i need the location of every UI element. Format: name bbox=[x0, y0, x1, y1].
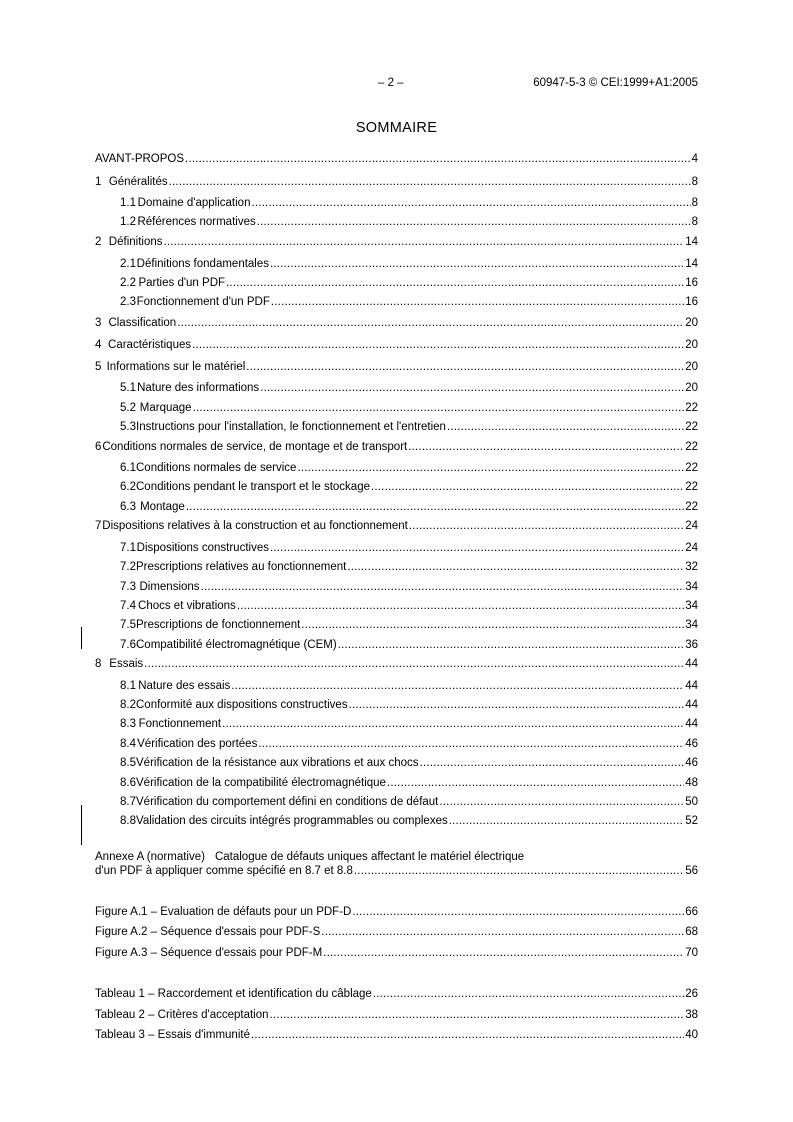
toc-entry-number: 7 bbox=[95, 520, 102, 532]
toc-entry-page: 22 bbox=[685, 421, 698, 433]
toc-entry[interactable] bbox=[120, 401, 698, 415]
toc-entry-number: 1.2 bbox=[120, 216, 136, 228]
toc-entry-label: Vérification de la résistance aux vibrations et aux chocs bbox=[136, 757, 419, 769]
toc-entry-number: 1 bbox=[95, 176, 102, 188]
toc-entry-page: 24 bbox=[685, 520, 698, 532]
toc-entry-number: 6.2 bbox=[120, 481, 136, 493]
toc-entry-page: 8 bbox=[691, 216, 698, 228]
toc-entry-label: Fonctionnement bbox=[138, 718, 222, 730]
toc-entry-number: 7.2 bbox=[120, 561, 136, 573]
figure-label: Figure A.2 – Séquence d'essais pour PDF-S bbox=[95, 926, 321, 938]
toc-entry-page: 16 bbox=[685, 277, 698, 289]
toc-entry-number: 8.4 bbox=[120, 738, 136, 750]
toc-entry-page: 20 bbox=[685, 382, 698, 394]
toc-entry-page: 4 bbox=[691, 153, 698, 165]
toc-entry-label: Prescriptions relatives au fonctionnement bbox=[136, 561, 347, 573]
toc-entry-page: 22 bbox=[685, 481, 698, 493]
table-page: 26 bbox=[685, 988, 698, 1000]
toc-entry-number: 2.3 bbox=[120, 296, 136, 308]
toc-entry[interactable] bbox=[120, 257, 698, 271]
toc-entry-label: AVANT-PROPOS bbox=[95, 153, 185, 165]
toc-entry[interactable] bbox=[95, 152, 698, 166]
toc-entry[interactable] bbox=[120, 717, 698, 731]
toc-entry-page: 22 bbox=[685, 402, 698, 414]
toc-entry-number: 8.3 bbox=[120, 718, 136, 730]
toc-entry[interactable] bbox=[120, 737, 698, 751]
figure-entry[interactable] bbox=[95, 925, 698, 939]
toc-entry-label: Généralités bbox=[108, 176, 168, 188]
toc-entry-number: 7.6 bbox=[120, 639, 136, 651]
toc-entry-label: Montage bbox=[140, 501, 185, 513]
toc-entry-number: 7.1 bbox=[120, 542, 136, 554]
toc-entry-label: Vérification de la compatibilité électromagnétique bbox=[136, 777, 386, 789]
toc-entry[interactable] bbox=[120, 461, 698, 475]
toc-entry-number: 7.3 bbox=[120, 581, 136, 593]
annex-entry[interactable] bbox=[95, 864, 698, 878]
toc-entry-page: 20 bbox=[685, 339, 698, 351]
toc-entry[interactable] bbox=[120, 480, 698, 494]
toc-entry-page: 20 bbox=[685, 317, 698, 329]
table-entry[interactable] bbox=[95, 1028, 698, 1042]
toc-entry-label: Fonctionnement d'un PDF bbox=[136, 296, 270, 308]
figure-label: Figure A.1 – Evaluation de défauts pour un PDF-D bbox=[95, 906, 352, 918]
toc-entry-page: 32 bbox=[685, 561, 698, 573]
toc-entry-number: 2.1 bbox=[120, 258, 136, 270]
figure-page: 70 bbox=[685, 947, 698, 959]
toc-entry-label: Définitions fondamentales bbox=[136, 258, 270, 270]
toc-entry-number: 6 bbox=[95, 441, 102, 453]
toc-entry-label: Caractéristiques bbox=[108, 339, 192, 351]
toc-entry-number: 6.1 bbox=[120, 462, 136, 474]
toc-entry-number: 8.8 bbox=[120, 815, 136, 827]
toc-entry[interactable] bbox=[120, 541, 698, 555]
table-entry[interactable] bbox=[95, 1008, 698, 1022]
toc-entry-number: 5.3 bbox=[120, 421, 136, 433]
toc-entry-number: 3 bbox=[95, 317, 102, 329]
toc-entry[interactable] bbox=[120, 698, 698, 712]
toc-entry-number: 1.1 bbox=[120, 197, 136, 209]
toc-entry-number: 2 bbox=[95, 236, 102, 248]
toc-entry[interactable] bbox=[120, 814, 698, 828]
table-page: 38 bbox=[685, 1009, 698, 1021]
toc-entry-label: Dispositions constructives bbox=[136, 542, 269, 554]
toc-entry-number: 5.2 bbox=[120, 402, 136, 414]
toc-entry-label: Dimensions bbox=[139, 581, 200, 593]
toc-entry-page: 44 bbox=[685, 699, 698, 711]
toc-entry-page: 14 bbox=[685, 258, 698, 270]
annex-page: 56 bbox=[685, 865, 698, 877]
toc-entry[interactable] bbox=[120, 756, 698, 770]
toc-entry[interactable] bbox=[120, 381, 698, 395]
toc-entry-page: 24 bbox=[685, 542, 698, 554]
toc-entry[interactable] bbox=[120, 679, 698, 693]
toc-entry-page: 22 bbox=[685, 441, 698, 453]
table-label: Tableau 3 – Essais d'immunité bbox=[95, 1029, 250, 1041]
figure-page: 66 bbox=[685, 906, 698, 918]
toc-entry-label: Vérification des portées bbox=[137, 738, 258, 750]
table-entry[interactable] bbox=[95, 987, 698, 1001]
toc-entry[interactable] bbox=[95, 440, 698, 454]
toc-entry-page: 46 bbox=[685, 738, 698, 750]
toc-entry-label: Informations sur le matériel bbox=[106, 361, 246, 373]
toc-entry-label: Conditions normales de service bbox=[136, 462, 297, 474]
toc-entry-label: Définitions bbox=[108, 236, 163, 248]
toc-entry[interactable] bbox=[120, 795, 698, 809]
toc-entry-number: 5.1 bbox=[120, 382, 136, 394]
toc-entry-page: 34 bbox=[685, 619, 698, 631]
toc-entry-number: 8.2 bbox=[120, 699, 136, 711]
toc-entry-label: Conformité aux dispositions constructives bbox=[136, 699, 348, 711]
toc-entry-page: 22 bbox=[685, 501, 698, 513]
toc-entry[interactable] bbox=[120, 776, 698, 790]
toc-entry-number: 8.5 bbox=[120, 757, 136, 769]
toc-entry-page: 14 bbox=[685, 236, 698, 248]
toc-entry-page: 48 bbox=[685, 777, 698, 789]
toc-entry-page: 44 bbox=[685, 680, 698, 692]
toc-entry-number: 8.6 bbox=[120, 777, 136, 789]
toc-entry-label: Conditions normales de service, de montage et de transport bbox=[102, 441, 408, 453]
toc-entry-page: 36 bbox=[685, 639, 698, 651]
table-page: 40 bbox=[685, 1029, 698, 1041]
toc-entry[interactable] bbox=[120, 618, 698, 632]
toc-entry-page: 8 bbox=[691, 176, 698, 188]
toc-entry[interactable] bbox=[95, 657, 698, 671]
toc-entry-number: 8.1 bbox=[120, 680, 136, 692]
toc-entry-label: Classification bbox=[108, 317, 177, 329]
toc-entry-page: 52 bbox=[685, 815, 698, 827]
toc-entry-label: Essais bbox=[109, 658, 144, 670]
toc-entry-label: Conditions pendant le transport et le stockage bbox=[136, 481, 370, 493]
toc-entry-label: Validation des circuits intégrés programmables ou complexes bbox=[136, 815, 448, 827]
toc-entry-label: Nature des informations bbox=[137, 382, 260, 394]
page-number: – 2 – bbox=[378, 77, 404, 89]
toc-entry-label: Dispositions relatives à la construction et au fonctionnement bbox=[102, 520, 408, 532]
toc-entry-page: 34 bbox=[685, 581, 698, 593]
figure-entry[interactable] bbox=[95, 905, 698, 919]
toc-entry-number: 7.4 bbox=[120, 600, 136, 612]
toc-entry-number: 7.5 bbox=[120, 619, 136, 631]
annex-title-line1: Catalogue de défauts uniques affectant le matériel électrique bbox=[214, 851, 525, 863]
toc-entry-page: 44 bbox=[685, 718, 698, 730]
toc-entry-page: 22 bbox=[685, 462, 698, 474]
document-reference: 60947-5-3 © CEI:1999+A1:2005 bbox=[533, 77, 698, 89]
toc-entry-label: Vérification du comportement défini en conditions de défaut bbox=[136, 796, 439, 808]
toc-entry[interactable] bbox=[120, 295, 698, 309]
toc-entry-number: 8 bbox=[95, 658, 102, 670]
toc-entry-number: 2.2 bbox=[120, 277, 136, 289]
toc-entry[interactable] bbox=[95, 338, 698, 352]
table-label: Tableau 1 – Raccordement et identification du câblage bbox=[95, 988, 372, 1000]
toc-entry[interactable] bbox=[95, 316, 698, 330]
toc-entry-label: Domaine d'application bbox=[137, 197, 251, 209]
toc-entry-label: Références normatives bbox=[137, 216, 256, 228]
toc-entry[interactable] bbox=[95, 519, 698, 533]
annex-title-line2: d'un PDF à appliquer comme spécifié en 8.7 et 8.8 bbox=[95, 865, 353, 877]
annex-entry-heading[interactable] bbox=[95, 850, 524, 864]
toc-entry-page: 46 bbox=[685, 757, 698, 769]
annex-prefix: Annexe A (normative) bbox=[95, 851, 205, 863]
toc-entry-label: Instructions pour l'installation, le fonctionnement et l'entretien bbox=[136, 421, 446, 433]
toc-entry[interactable] bbox=[120, 196, 698, 210]
toc-entry-label: Compatibilité électromagnétique (CEM) bbox=[136, 639, 337, 651]
toc-entry-page: 8 bbox=[691, 197, 698, 209]
toc-entry[interactable] bbox=[120, 215, 698, 229]
toc-entry[interactable] bbox=[120, 580, 698, 594]
toc-entry-number: 4 bbox=[95, 339, 102, 351]
toc-entry-label: Chocs et vibrations bbox=[138, 600, 236, 612]
toc-entry[interactable] bbox=[95, 360, 698, 374]
figure-entry[interactable] bbox=[95, 946, 698, 960]
figure-page: 68 bbox=[685, 926, 698, 938]
toc-entry[interactable] bbox=[95, 175, 698, 189]
toc-entry-page: 20 bbox=[685, 361, 698, 373]
toc-entry-page: 50 bbox=[685, 796, 698, 808]
toc-entry[interactable] bbox=[120, 560, 698, 574]
toc-entry-page: 44 bbox=[685, 658, 698, 670]
table-label: Tableau 2 – Critères d'acceptation bbox=[95, 1009, 269, 1021]
toc-entry-label: Parties d'un PDF bbox=[138, 277, 226, 289]
toc-entry[interactable] bbox=[120, 638, 698, 652]
toc-entry-page: 16 bbox=[685, 296, 698, 308]
toc-entry[interactable] bbox=[95, 235, 698, 249]
toc-entry-number: 6.3 bbox=[120, 501, 136, 513]
figure-label: Figure A.3 – Séquence d'essais pour PDF-M bbox=[95, 947, 323, 959]
toc-entry[interactable] bbox=[120, 500, 698, 514]
toc-entry-number: 5 bbox=[95, 361, 102, 373]
toc-entry[interactable] bbox=[120, 276, 698, 290]
toc-entry-number: 8.7 bbox=[120, 796, 136, 808]
page-title: SOMMAIRE bbox=[355, 120, 438, 136]
toc-entry[interactable] bbox=[120, 420, 698, 434]
toc-entry[interactable] bbox=[120, 599, 698, 613]
toc-entry-label: Prescriptions de fonctionnement bbox=[136, 619, 301, 631]
toc-entry-label: Nature des essais bbox=[138, 680, 231, 692]
toc-entry-page: 34 bbox=[685, 600, 698, 612]
toc-entry-label: Marquage bbox=[139, 402, 192, 414]
